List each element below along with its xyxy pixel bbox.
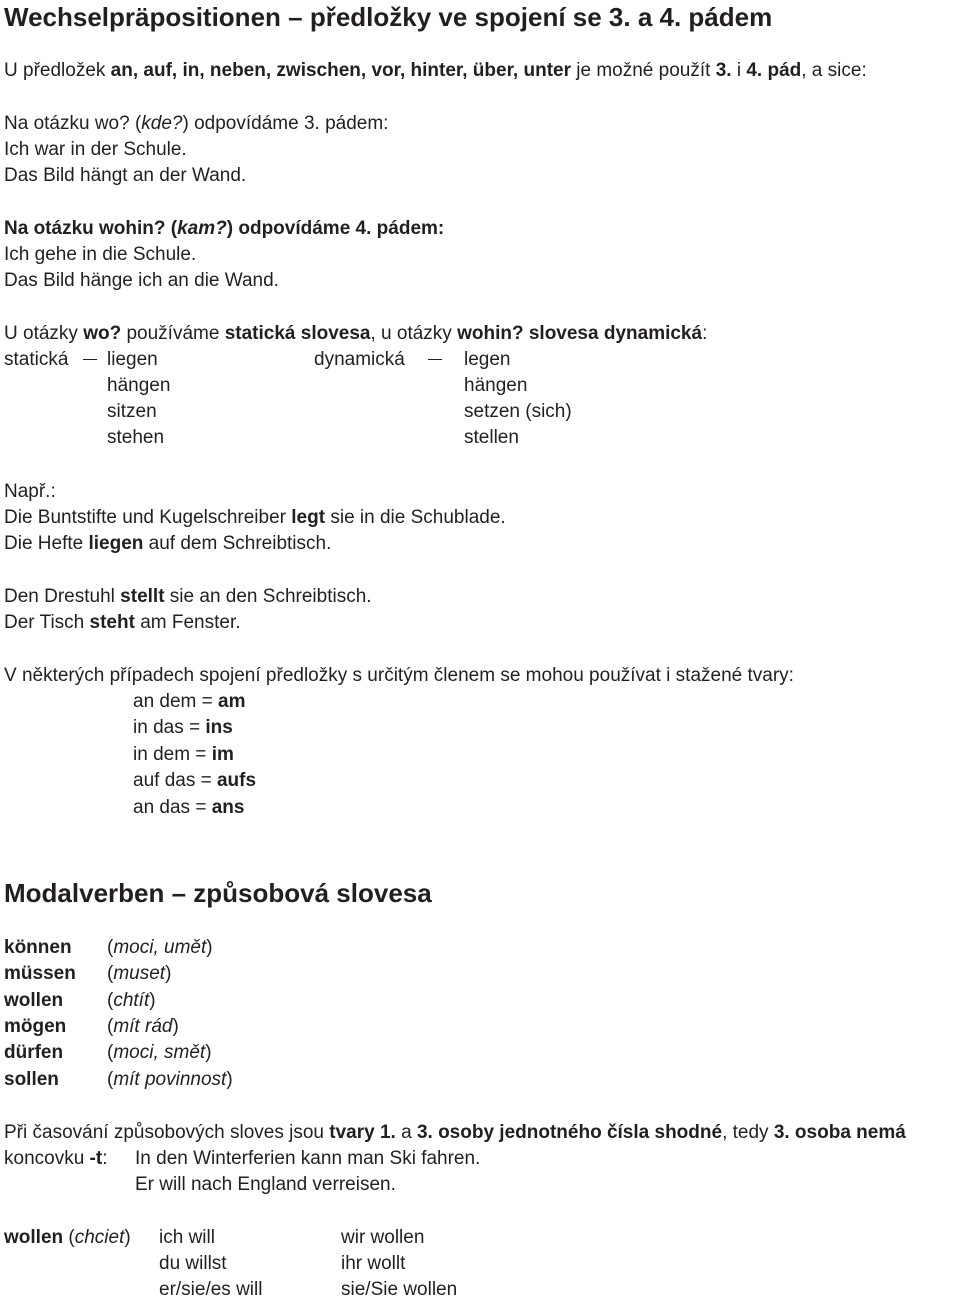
dynamic-verb: stellen bbox=[464, 427, 519, 448]
wollen-plural: sie/Sie wollen bbox=[341, 1279, 458, 1300]
wo-heading: Na otázku wo? (kde?) odpovídáme 3. pádem: bbox=[4, 113, 389, 134]
wo-example: Ich war in der Schule. bbox=[4, 139, 187, 160]
modal-meaning: (moci, umět) bbox=[107, 937, 213, 958]
wollen-plural: ihr wollt bbox=[341, 1253, 406, 1274]
modal-verb: wollen bbox=[4, 990, 64, 1011]
contraction: an dem = am bbox=[133, 691, 246, 712]
conjugation-example: Er will nach England verreisen. bbox=[135, 1174, 396, 1195]
modal-verb: sollen bbox=[4, 1069, 59, 1090]
wohin-example: Ich gehe in die Schule. bbox=[4, 244, 197, 265]
conjugation-example: In den Winterferien kann man Ski fahren. bbox=[135, 1148, 481, 1169]
contractions-intro: V některých případech spojení předložky s určitým členem se mohou používat i stažené tvary: bbox=[4, 665, 794, 686]
modal-verb: können bbox=[4, 937, 72, 958]
modal-meaning: (mít povinnost) bbox=[107, 1069, 233, 1090]
wohin-heading: Na otázku wohin? (kam?) odpovídáme 4. pádem: bbox=[4, 218, 445, 239]
conjugation-note: koncovku -t: bbox=[4, 1148, 108, 1169]
wollen-singular: er/sie/es will bbox=[159, 1279, 263, 1300]
contraction: in das = ins bbox=[133, 717, 233, 738]
wo-example: Das Bild hängt an der Wand. bbox=[4, 165, 247, 186]
dynamic-verb: setzen (sich) bbox=[464, 401, 572, 422]
wollen-singular: du willst bbox=[159, 1253, 227, 1274]
static-verb: hängen bbox=[107, 375, 171, 396]
modal-verb: dürfen bbox=[4, 1042, 64, 1063]
static-verb: sitzen bbox=[107, 401, 157, 422]
wohin-example: Das Bild hänge ich an die Wand. bbox=[4, 270, 279, 291]
dynamic-label: dynamická bbox=[314, 349, 405, 370]
modal-verb: müssen bbox=[4, 963, 76, 984]
dynamic-verb: hängen bbox=[464, 375, 528, 396]
conjugation-note: Při časování způsobových sloves jsou tvary 1. a 3. osoby jednotného čísla shodné, tedy 3. osoba nemá bbox=[4, 1122, 906, 1143]
static-label: statická bbox=[4, 349, 69, 370]
modal-meaning: (chtít) bbox=[107, 990, 156, 1011]
section-title: Modalverben – způsobová slovesa bbox=[4, 878, 432, 908]
modal-meaning: (moci, smět) bbox=[107, 1042, 212, 1063]
wollen-singular: ich will bbox=[159, 1227, 215, 1248]
contraction: an das = ans bbox=[133, 797, 245, 818]
usage-line: U otázky wo? používáme statická slovesa, u otázky wohin? slovesa dynamická: bbox=[4, 323, 708, 344]
example-sentence: Die Hefte liegen auf dem Schreibtisch. bbox=[4, 533, 332, 554]
modal-meaning: (mít rád) bbox=[107, 1016, 179, 1037]
static-verb: stehen bbox=[107, 427, 165, 448]
dash bbox=[428, 347, 442, 373]
page-title: Wechselpräpositionen – předložky ve spojení se 3. a 4. pádem bbox=[4, 2, 773, 32]
modal-verb: mögen bbox=[4, 1016, 67, 1037]
example-sentence: Die Buntstifte und Kugelschreiber legt sie in die Schublade. bbox=[4, 507, 506, 528]
intro-line: U předložek an, auf, in, neben, zwischen, vor, hinter, über, unter je možné použít 3. i 4. pád, a sice: bbox=[4, 60, 867, 81]
dash bbox=[83, 347, 97, 373]
contraction: in dem = im bbox=[133, 744, 234, 765]
modal-meaning: (muset) bbox=[107, 963, 172, 984]
example-label: Např.: bbox=[4, 481, 56, 502]
contraction: auf das = aufs bbox=[133, 770, 257, 791]
static-verb: liegen bbox=[107, 349, 158, 370]
dynamic-verb: legen bbox=[464, 349, 511, 370]
wollen-plural: wir wollen bbox=[341, 1227, 425, 1248]
example-sentence: Den Drestuhl stellt sie an den Schreibtisch. bbox=[4, 586, 372, 607]
wollen-heading: wollen (chciet) bbox=[4, 1227, 131, 1248]
example-sentence: Der Tisch steht am Fenster. bbox=[4, 612, 241, 633]
